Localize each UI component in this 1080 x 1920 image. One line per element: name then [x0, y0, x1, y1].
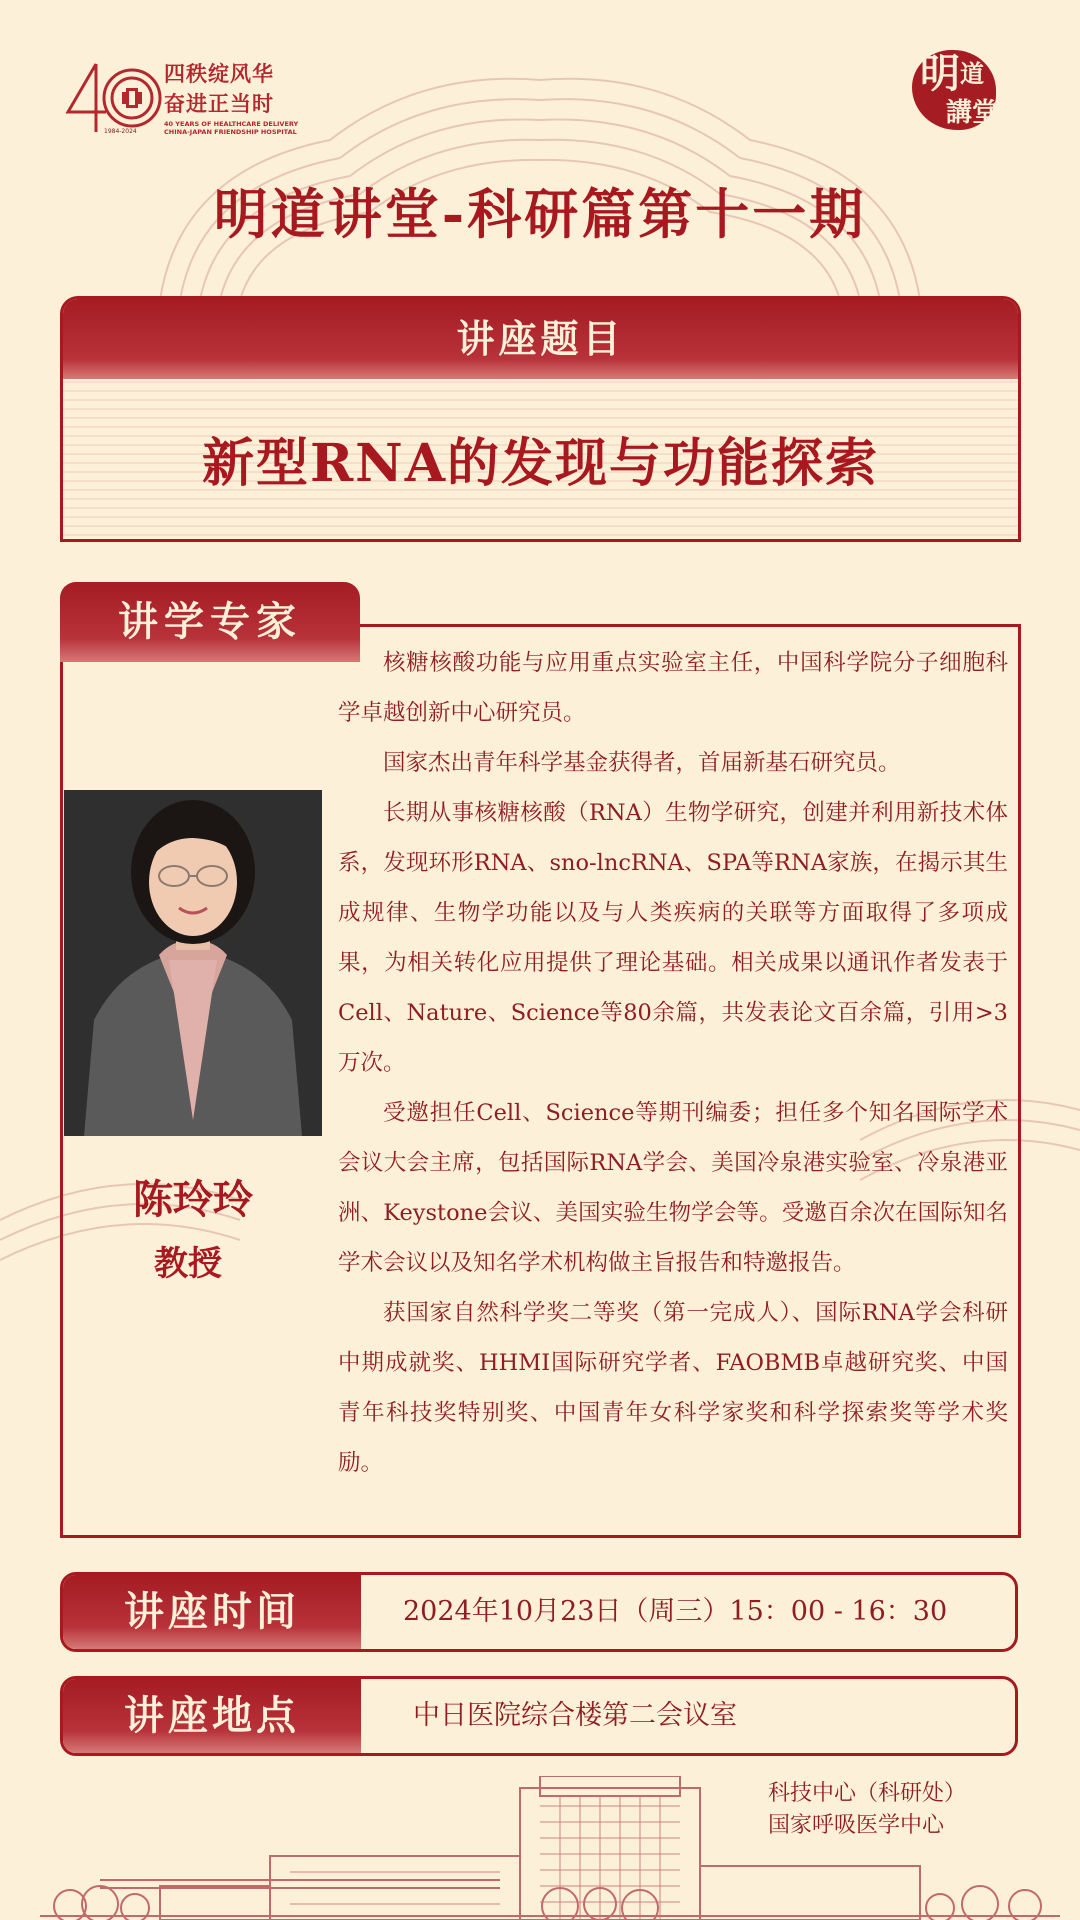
bio-paragraph: 长期从事核糖核酸（RNA）生物学研究，创建并利用新技术体系，发现环形RNA、sno-lncRNA、SPA等RNA家族，在揭示其生成规律、生物学功能以及与人类疾病的关联等方面取得了多项成果，为相关转化应用提供了理论基础。相关成果以通讯作者发表于Cell、Nature、Science等80余篇，共发表论文百余篇，引用>3万次。 — [338, 800, 1008, 1076]
topic-title: 新型RNA的发现与功能探索 — [201, 433, 880, 494]
seal-char-ming: 明 — [920, 50, 960, 97]
organizer-line1: 科技中心（科研处） — [768, 1781, 967, 1806]
lecture-time-label: 讲座时间 — [63, 1575, 361, 1649]
page-title: 明道讲堂-科研篇第十一期 — [213, 182, 867, 246]
mingdao-seal-logo — [906, 48, 1002, 134]
lecture-time-bar — [60, 1572, 1018, 1652]
organizer-line2: 国家呼吸医学中心 — [768, 1813, 945, 1838]
portrait-image — [64, 790, 322, 1136]
expert-biography — [338, 638, 1008, 1488]
bio-paragraph: 受邀担任Cell、Science等期刊编委；担任多个知名国际学术会议大会主席，包括国际RNA学会、美国冷泉港实验室、冷泉港亚洲、Keystone会议、美国实验生物学会等。受邀百余次在国际知名学术会议以及知名学术机构做主旨报告和特邀报告。 — [338, 1100, 1008, 1276]
lecture-venue-bar — [60, 1676, 1018, 1756]
topic-label: 讲座题目 — [63, 299, 1018, 379]
logo-slogan-line1: 四秩绽风华 — [164, 62, 274, 86]
expert-label: 讲学专家 — [60, 582, 360, 662]
topic-body — [63, 379, 1018, 542]
expert-title: 教授 — [154, 1244, 222, 1284]
seal-char-dao: 道 — [960, 59, 984, 88]
hospital-anniversary-logo — [62, 58, 299, 140]
logo-slogan-line2: 奋进正当时 — [164, 92, 274, 116]
bio-paragraph: 获国家自然科学奖二等奖（第一完成人）、国际RNA学会科研中期成就奖、HHMI国际研究学者、FAOBMB卓越研究奖、中国青年科技奖特别奖、中国青年女科学家奖和科学探索奖等学术奖励。 — [338, 1300, 1008, 1476]
logo-english-line1: 40 YEARS OF HEALTHCARE DELIVERY — [164, 120, 299, 128]
bio-paragraph: 国家杰出青年科学基金获得者，首届新基石研究员。 — [383, 750, 901, 776]
lecture-venue-label: 讲座地点 — [63, 1679, 361, 1753]
logo-years: 1984-2024 — [104, 128, 137, 135]
bio-paragraph: 核糖核酸功能与应用重点实验室主任，中国科学院分子细胞科学卓越创新中心研究员。 — [338, 650, 1008, 726]
anniversary-40-icon — [62, 58, 162, 138]
seal-char-jiangtang: 講堂 — [946, 98, 999, 128]
expert-photo — [64, 790, 322, 1136]
lecture-time-value: 2024年10月23日（周三）15：00 - 16：30 — [403, 1596, 948, 1627]
lecture-venue-value: 中日医院综合楼第二会议室 — [413, 1700, 737, 1731]
logo-english-line2: CHINA-JAPAN FRIENDSHIP HOSPITAL — [164, 128, 297, 136]
topic-section — [60, 296, 1021, 542]
expert-name: 陈玲玲 — [133, 1176, 253, 1223]
